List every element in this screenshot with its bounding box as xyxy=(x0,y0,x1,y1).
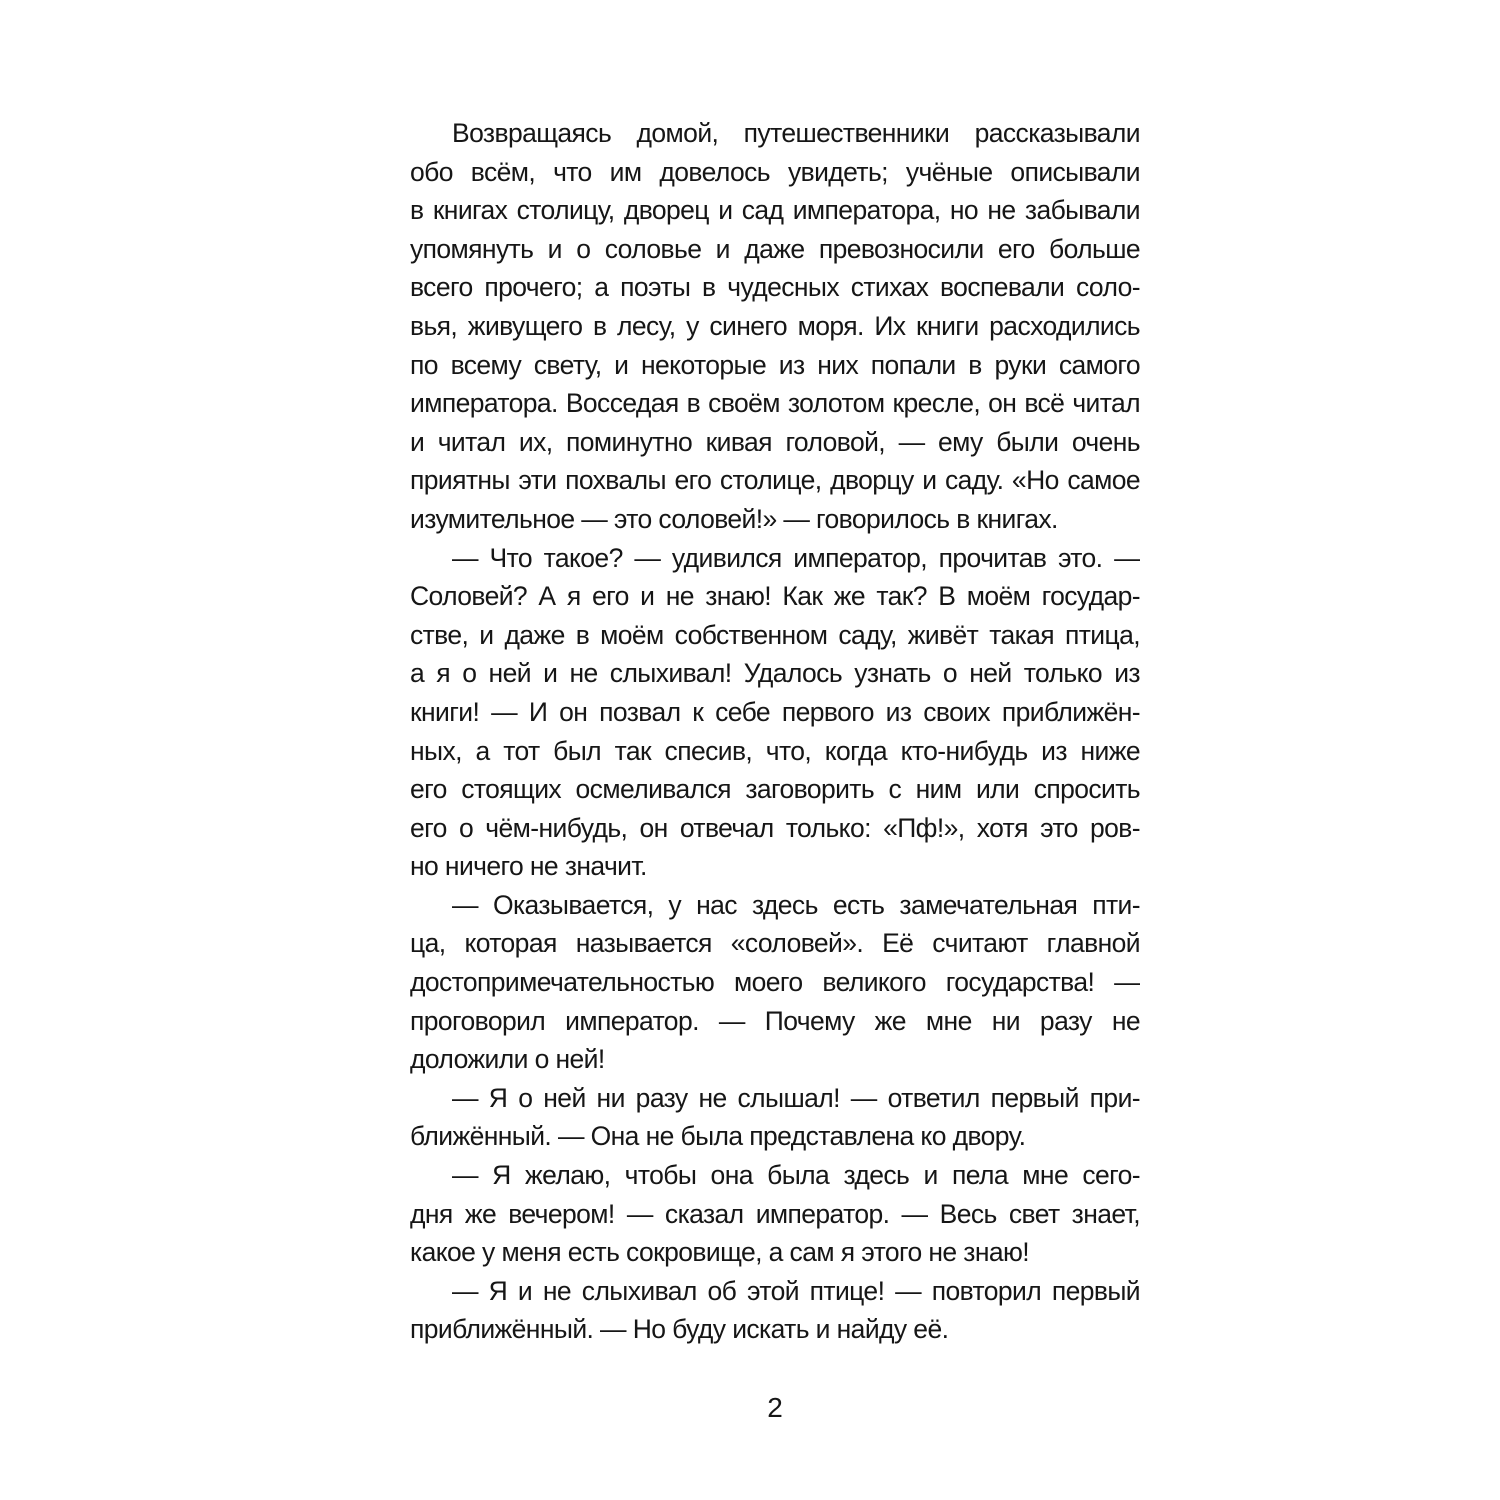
text-line: императора. Восседая в своём золотом кресле, он всё читал xyxy=(410,388,1140,419)
text-line: доложили о ней! xyxy=(410,1044,605,1075)
paragraph-first-line: — Оказывается, у нас здесь есть замечательная пти- xyxy=(452,889,1140,920)
page-number: 2 xyxy=(767,1392,783,1423)
text-line: достопримечательностью моего великого государства! — xyxy=(410,967,1140,998)
text-line: книги! — И он позвал к себе первого из своих приближён- xyxy=(410,696,1140,727)
text-line: ных, а тот был так спесив, что, когда кто-нибудь из ниже xyxy=(410,735,1140,766)
paragraph-first-line: — Я желаю, чтобы она была здесь и пела мне сего- xyxy=(452,1160,1140,1191)
text-line: какое у меня есть сокровище, а сам я этого не знаю! xyxy=(410,1237,1030,1268)
text-line: а я о ней и не слыхивал! Удалось узнать о ней только из xyxy=(410,658,1140,689)
text-line: приближённый. — Но буду искать и найду её. xyxy=(410,1314,949,1345)
text-line: изумительное — это соловей!» — говорилось в книгах. xyxy=(410,503,1058,534)
paragraph-first-line: — Я о ней ни разу не слышал! — ответил первый при- xyxy=(452,1082,1140,1113)
paragraph-first-line: — Что такое? — удивился император, прочитав это. — xyxy=(452,542,1140,573)
text-line: проговорил император. — Почему же мне ни разу не xyxy=(410,1005,1140,1036)
text-line: по всему свету, и некоторые из них попали в руки самого xyxy=(410,349,1140,380)
text-line: всего прочего; а поэты в чудесных стихах воспевали соло- xyxy=(410,272,1140,303)
text-line: его о чём-нибудь, он отвечал только: «Пф!», хотя это ров- xyxy=(410,812,1140,843)
text-line: в книгах столицу, дворец и сад императора, но не забывали xyxy=(410,195,1140,226)
text-line: ца, которая называется «соловей». Её считают главной xyxy=(410,928,1140,959)
text-line: упомянуть и о соловье и даже превозносили его больше xyxy=(410,233,1140,264)
text-line: и читал их, поминутно кивая головой, — ему были очень xyxy=(410,426,1140,457)
paragraph-first-line: — Я и не слыхивал об этой птице! — повторил первый xyxy=(452,1275,1140,1306)
text-line: стве, и даже в моём собственном саду, живёт такая птица, xyxy=(410,619,1140,650)
text-line: приятны эти похвалы его столице, дворцу и саду. «Но самое xyxy=(410,465,1140,496)
text-line: ближённый. — Она не была представлена ко двору. xyxy=(410,1121,1026,1152)
text-line: но ничего не значит. xyxy=(410,851,647,882)
text-line: Соловей? А я его и не знаю! Как же так? В моём государ- xyxy=(410,581,1140,612)
body-text xyxy=(410,114,1140,1349)
text-line: дня же вечером! — сказал император. — Весь свет знает, xyxy=(410,1198,1140,1229)
paragraph-first-line: Возвращаясь домой, путешественники рассказывали xyxy=(452,118,1140,148)
text-line: вья, живущего в лесу, у синего моря. Их книги расходились xyxy=(410,310,1140,341)
text-line: обо всём, что им довелось увидеть; учёные описывали xyxy=(410,156,1140,187)
text-line: его стоящих осмеливался заговорить с ним или спросить xyxy=(410,774,1140,805)
